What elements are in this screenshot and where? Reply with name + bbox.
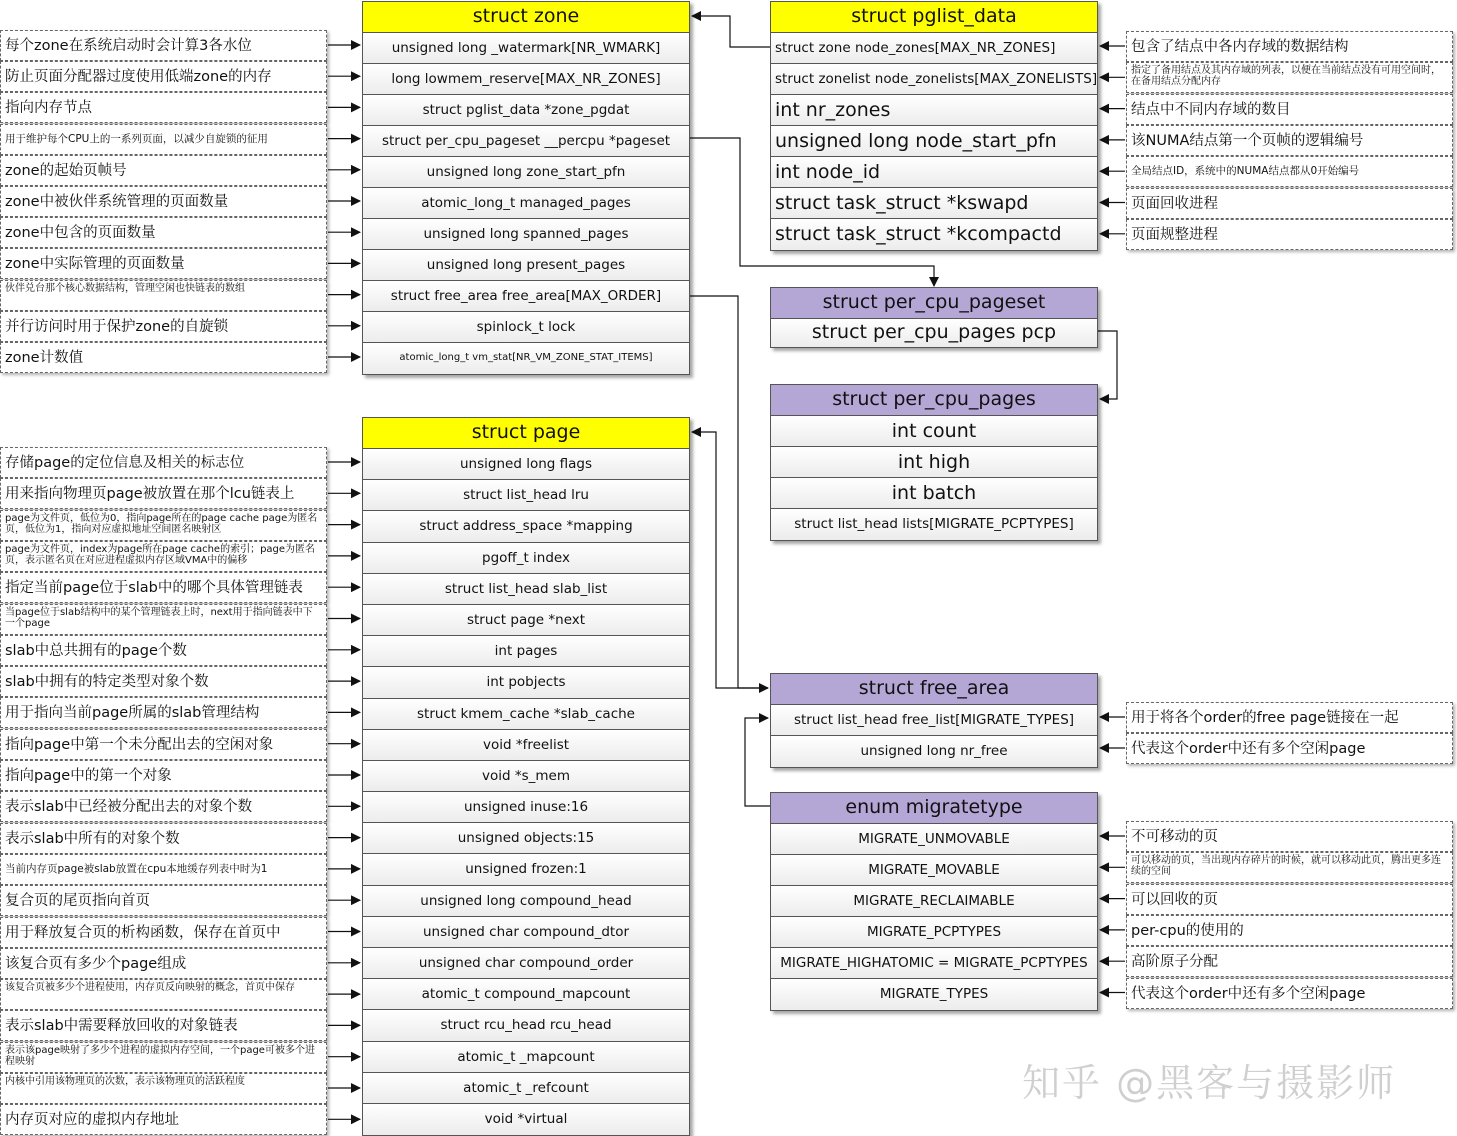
zone-field-0: unsigned long _watermark[NR_WMARK] <box>363 33 689 64</box>
zone-note-10: zone计数值 <box>0 342 327 373</box>
link-pcp <box>1098 331 1117 399</box>
migrate-note-4: 高阶原子分配 <box>1126 946 1453 977</box>
link-free-area <box>690 296 768 688</box>
migrate-field-0: MIGRATE_UNMOVABLE <box>771 824 1097 855</box>
migrate-note-5: 代表这个order中还有多个空闲page <box>1126 978 1453 1009</box>
page-note-20: 内核中引用该物理页的次数，表示该物理页的活跃程度 <box>0 1073 327 1104</box>
page-field-2: struct address_space *mapping <box>363 511 689 542</box>
zone-note-7: zone中实际管理的页面数量 <box>0 248 327 279</box>
struct-per-cpu-pages <box>770 384 1098 541</box>
zone-field-3: struct per_cpu_pageset __percpu *pageset <box>363 126 689 157</box>
zone-field-4: unsigned long zone_start_pfn <box>363 157 689 188</box>
struct-zone <box>362 1 690 375</box>
migrate-note-1: 可以移动的页，当出现内存碎片的时候，就可以移动此页，腾出更多连续的空间 <box>1126 852 1453 883</box>
page-field-17: atomic_t compound_mapcount <box>363 979 689 1010</box>
page-note-8: 用于指向当前page所属的slab管理结构 <box>0 697 327 728</box>
pglist-field-3: unsigned long node_start_pfn <box>771 126 1097 157</box>
page-note-18: 表示slab中需要释放回收的对象链表 <box>0 1010 327 1041</box>
zone-field-2: struct pglist_data *zone_pgdat <box>363 95 689 126</box>
page-field-6: int pages <box>363 636 689 667</box>
page-field-10: void *s_mem <box>363 761 689 792</box>
zone-field-7: unsigned long present_pages <box>363 250 689 281</box>
page-note-15: 用于释放复合页的析构函数，保存在首页中 <box>0 917 327 948</box>
zone-note-5: zone中被伙伴系统管理的页面数量 <box>0 186 327 217</box>
pglist-field-1: struct zonelist node_zonelists[MAX_ZONELISTS] <box>771 64 1097 95</box>
page-field-9: void *freelist <box>363 730 689 761</box>
enum-migratetype <box>770 792 1098 1011</box>
struct-pglist-data <box>770 1 1098 251</box>
page-field-1: struct list_head lru <box>363 480 689 511</box>
migrate-note-3: per-cpu的使用的 <box>1126 915 1453 946</box>
pcp-field-2: int batch <box>771 478 1097 509</box>
page-note-12: 表示slab中所有的对象个数 <box>0 823 327 854</box>
page-field-21: void *virtual <box>363 1104 689 1135</box>
pglist-note-5: 页面回收进程 <box>1126 188 1453 219</box>
freearea-field-0: struct list_head free_list[MIGRATE_TYPES] <box>771 705 1097 736</box>
zone-field-9: spinlock_t lock <box>363 312 689 343</box>
page-note-16: 该复合页有多少个page组成 <box>0 948 327 979</box>
enum-migratetype-title: enum migratetype <box>771 793 1097 824</box>
struct-free-area-title: struct free_area <box>771 674 1097 705</box>
pglist-field-0: struct zone node_zones[MAX_NR_ZONES] <box>771 33 1097 64</box>
pglist-note-4: 全局结点ID，系统中的NUMA结点都从0开始编号 <box>1126 156 1453 187</box>
struct-page <box>362 417 690 1136</box>
page-note-11: 表示slab中已经被分配出去的对象个数 <box>0 791 327 822</box>
page-field-11: unsigned inuse:16 <box>363 792 689 823</box>
migrate-field-2: MIGRATE_RECLAIMABLE <box>771 886 1097 917</box>
migrate-field-4: MIGRATE_HIGHATOMIC = MIGRATE_PCPTYPES <box>771 948 1097 979</box>
zone-note-1: 防止页面分配器过度使用低端zone的内存 <box>0 61 327 92</box>
zone-field-5: atomic_long_t managed_pages <box>363 188 689 219</box>
migrate-field-1: MIGRATE_MOVABLE <box>771 855 1097 886</box>
page-field-5: struct page *next <box>363 605 689 636</box>
page-note-3: page为文件页，index为page所在page cache的索引；page为匿名页，表示匿名页在对应进程虚拟内存区域VMA中的偏移 <box>0 541 327 572</box>
migrate-note-2: 可以回收的页 <box>1126 884 1453 915</box>
struct-per-cpu-pageset <box>770 287 1098 348</box>
pcp-field-0: int count <box>771 416 1097 447</box>
page-note-9: 指向page中第一个未分配出去的空闲对象 <box>0 729 327 760</box>
page-note-2: page为文件页，低位为0，指向page所在的page cache page为匿名页，低位为1，指向对应虚拟地址空间匿名映射区 <box>0 510 327 541</box>
page-note-10: 指向page中的第一个对象 <box>0 760 327 791</box>
page-note-21: 内存页对应的虚拟内存地址 <box>0 1104 327 1135</box>
page-field-4: struct list_head slab_list <box>363 574 689 605</box>
page-note-17: 该复合页被多少个进程使用，内存页反向映射的概念，首页中保存 <box>0 979 327 1010</box>
zone-field-6: unsigned long spanned_pages <box>363 219 689 250</box>
zone-note-9: 并行访问时用于保护zone的自旋锁 <box>0 311 327 342</box>
freearea-note-0: 用于将各个order的free page链接在一起 <box>1126 702 1453 733</box>
link-migratetype <box>745 718 770 806</box>
struct-per-cpu-pages-title: struct per_cpu_pages <box>771 385 1097 416</box>
page-note-6: slab中总共拥有的page个数 <box>0 635 327 666</box>
pglist-field-5: struct task_struct *kswapd <box>771 188 1097 219</box>
page-field-18: struct rcu_head rcu_head <box>363 1010 689 1041</box>
page-note-13: 当前内存页page被slab放置在cpu本地缓存列表中时为1 <box>0 854 327 885</box>
page-field-19: atomic_t _mapcount <box>363 1042 689 1073</box>
page-note-19: 表示该page映射了多少个进程的虚拟内存空间，一个page可被多个进程映射 <box>0 1042 327 1073</box>
pglist-field-4: int node_id <box>771 157 1097 188</box>
watermark: 知乎 @黑客与摄影师 <box>1022 1061 1397 1105</box>
page-field-14: unsigned long compound_head <box>363 886 689 917</box>
page-field-20: atomic_t _refcount <box>363 1073 689 1104</box>
pglist-note-6: 页面规整进程 <box>1126 219 1453 250</box>
zone-note-4: zone的起始页帧号 <box>0 155 327 186</box>
pglist-note-1: 指定了备用结点及其内存域的列表，以便在当前结点没有可用空间时，在备用结点分配内存 <box>1126 62 1453 93</box>
zone-field-1: long lowmem_reserve[MAX_NR_ZONES] <box>363 64 689 95</box>
migrate-note-0: 不可移动的页 <box>1126 821 1453 852</box>
page-note-1: 用来指向物理页page被放置在那个lcu链表上 <box>0 478 327 509</box>
page-field-16: unsigned char compound_order <box>363 948 689 979</box>
page-field-15: unsigned char compound_dtor <box>363 917 689 948</box>
page-note-4: 指定当前page位于slab中的哪个具体管理链表 <box>0 572 327 603</box>
page-field-8: struct kmem_cache *slab_cache <box>363 699 689 730</box>
pglist-field-6: struct task_struct *kcompactd <box>771 219 1097 250</box>
pcp-field-1: int high <box>771 447 1097 478</box>
struct-zone-title: struct zone <box>363 2 689 33</box>
zone-note-3: 用于维护每个CPU上的一系列页面，以减少自旋锁的征用 <box>0 124 327 155</box>
link-free-area-to-page <box>692 432 768 688</box>
page-note-14: 复合页的尾页指向首页 <box>0 885 327 916</box>
migrate-field-3: MIGRATE_PCPTYPES <box>771 917 1097 948</box>
pglist-note-2: 结点中不同内存域的数目 <box>1126 94 1453 125</box>
pglist-note-0: 包含了结点中各内存域的数据结构 <box>1126 31 1453 62</box>
page-field-7: int pobjects <box>363 667 689 698</box>
page-field-12: unsigned objects:15 <box>363 823 689 854</box>
page-field-3: pgoff_t index <box>363 543 689 574</box>
struct-pglist-data-title: struct pglist_data <box>771 2 1097 33</box>
migrate-field-5: MIGRATE_TYPES <box>771 979 1097 1010</box>
struct-free-area <box>770 673 1098 768</box>
page-note-7: slab中拥有的特定类型对象个数 <box>0 666 327 697</box>
zone-note-6: zone中包含的页面数量 <box>0 217 327 248</box>
struct-per-cpu-pageset-title: struct per_cpu_pageset <box>771 288 1097 319</box>
freearea-field-1: unsigned long nr_free <box>771 736 1097 767</box>
pageset-field-0: struct per_cpu_pages pcp <box>771 319 1097 347</box>
zone-field-10: atomic_long_t vm_stat[NR_VM_ZONE_STAT_ITEMS] <box>363 343 689 374</box>
zone-note-8: 伙伴兑台那个核心数据结构，管理空闲也快链表的数组 <box>0 280 327 311</box>
page-note-5: 当page位于slab结构中的某个管理链表上时，next用于指向链表中下一个page <box>0 604 327 635</box>
page-field-0: unsigned long flags <box>363 449 689 480</box>
pglist-note-3: 该NUMA结点第一个页帧的逻辑编号 <box>1126 125 1453 156</box>
zone-note-2: 指向内存节点 <box>0 92 327 123</box>
page-note-0: 存储page的定位信息及相关的标志位 <box>0 447 327 478</box>
page-field-13: unsigned frozen:1 <box>363 854 689 885</box>
struct-page-title: struct page <box>363 418 689 449</box>
zone-note-0: 每个zone在系统启动时会计算3各水位 <box>0 30 327 61</box>
pglist-field-2: int nr_zones <box>771 95 1097 126</box>
pcp-field-3: struct list_head lists[MIGRATE_PCPTYPES] <box>771 509 1097 540</box>
freearea-note-1: 代表这个order中还有多个空闲page <box>1126 733 1453 764</box>
zone-field-8: struct free_area free_area[MAX_ORDER] <box>363 281 689 312</box>
link-node-zones-to-zone <box>692 16 770 47</box>
